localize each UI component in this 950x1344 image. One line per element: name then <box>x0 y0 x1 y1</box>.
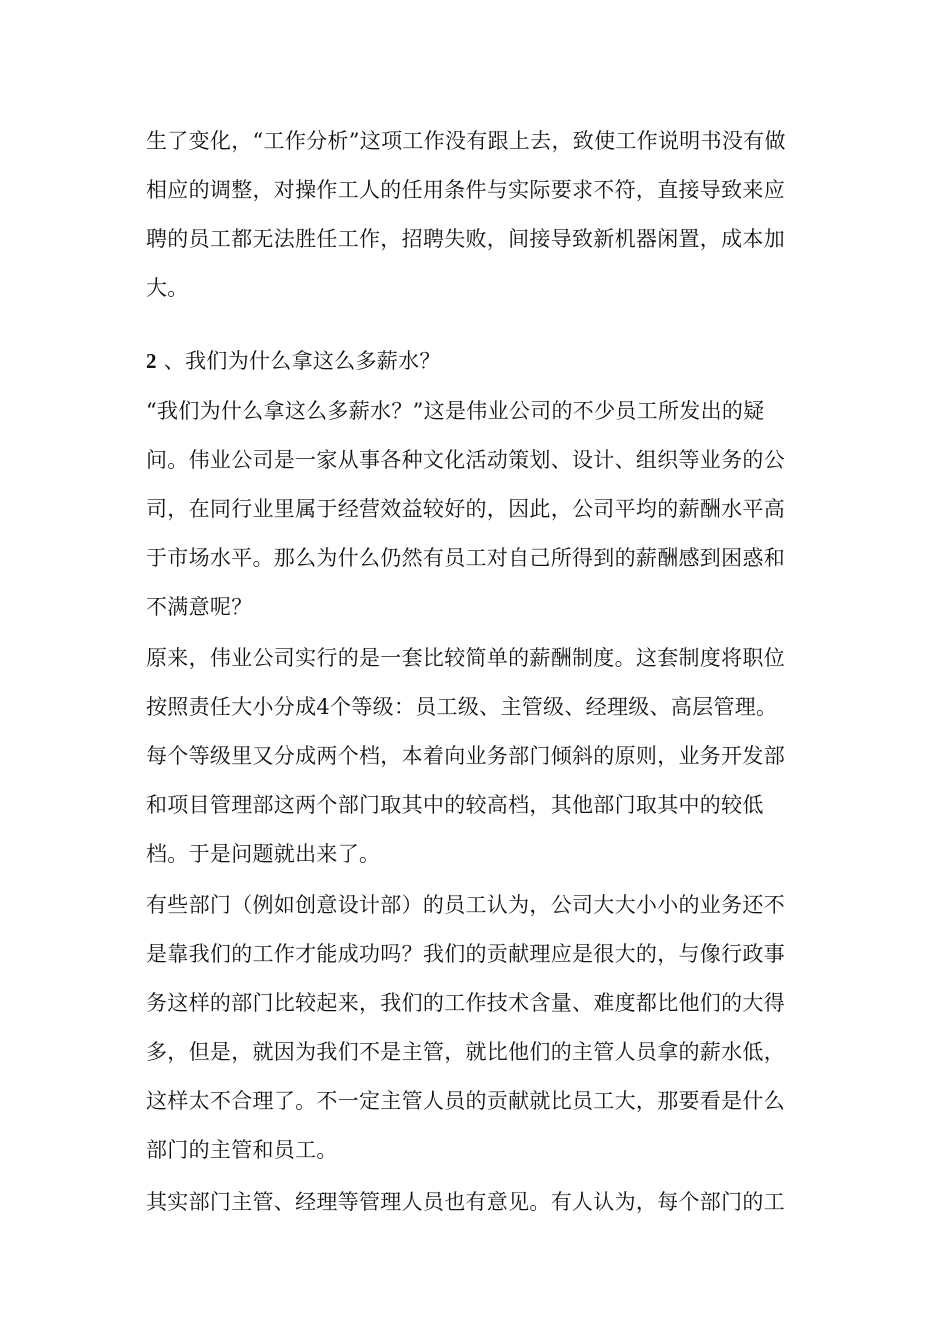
text-line: 于市场水平。那么为什么仍然有员工对自己所得到的薪酬感到困惑和 <box>146 546 785 570</box>
text-line: 原来，伟业公司实行的是一套比较简单的薪酬制度。这套制度将职位 <box>146 646 785 670</box>
text-line: 和项目管理部这两个部门取其中的较高档，其他部门取其中的较低 <box>146 793 764 817</box>
section-number: 2 <box>146 349 157 373</box>
text-line: 多，但是，就因为我们不是主管，就比他们的主管人员拿的薪水低， <box>146 1040 785 1064</box>
text-line: 按照责任大小分成4个等级：员工级、主管级、经理级、高层管理。 <box>146 695 778 719</box>
section-heading <box>146 346 811 376</box>
text-line: 生了变化，“工作分析”这项工作没有跟上去，致使工作说明书没有做 <box>146 129 786 153</box>
text-line: 部门的主管和员工。 <box>146 1138 338 1162</box>
text-line: 有些部门（例如创意设计部）的员工认为，公司大大小小的业务还不 <box>146 893 785 917</box>
text-line: 是靠我们的工作才能成功吗？我们的贡献理应是很大的，与像行政事 <box>146 942 785 966</box>
section-title: 、我们为什么拿这么多薪水？ <box>163 349 441 373</box>
text-line: 档。于是问题就出来了。 <box>146 842 381 866</box>
text-line: “我们为什么拿这么多薪水？”这是伟业公司的不少员工所发出的疑 <box>146 399 765 423</box>
text-line: 相应的调整，对操作工人的任用条件与实际要求不符，直接导致来应 <box>146 178 785 202</box>
text-line: 大。 <box>146 276 189 300</box>
text-line: 司，在同行业里属于经营效益较好的，因此，公司平均的薪酬水平高 <box>146 497 785 521</box>
text-line: 聘的员工都无法胜任工作，招聘失败，间接导致新机器闲置，成本加 <box>146 227 785 251</box>
text-line: 问。伟业公司是一家从事各种文化活动策划、设计、组织等业务的公 <box>146 448 785 472</box>
text-line: 每个等级里又分成两个档，本着向业务部门倾斜的原则，业务开发部 <box>146 744 785 768</box>
text-line: 这样太不合理了。不一定主管人员的贡献就比员工大，那要看是什么 <box>146 1089 785 1113</box>
text-line: 务这样的部门比较起来，我们的工作技术含量、难度都比他们的大得 <box>146 991 785 1015</box>
text-line: 不满意呢？ <box>146 595 253 619</box>
text-line: 其实部门主管、经理等管理人员也有意见。有人认为，每个部门的工 <box>146 1190 785 1214</box>
